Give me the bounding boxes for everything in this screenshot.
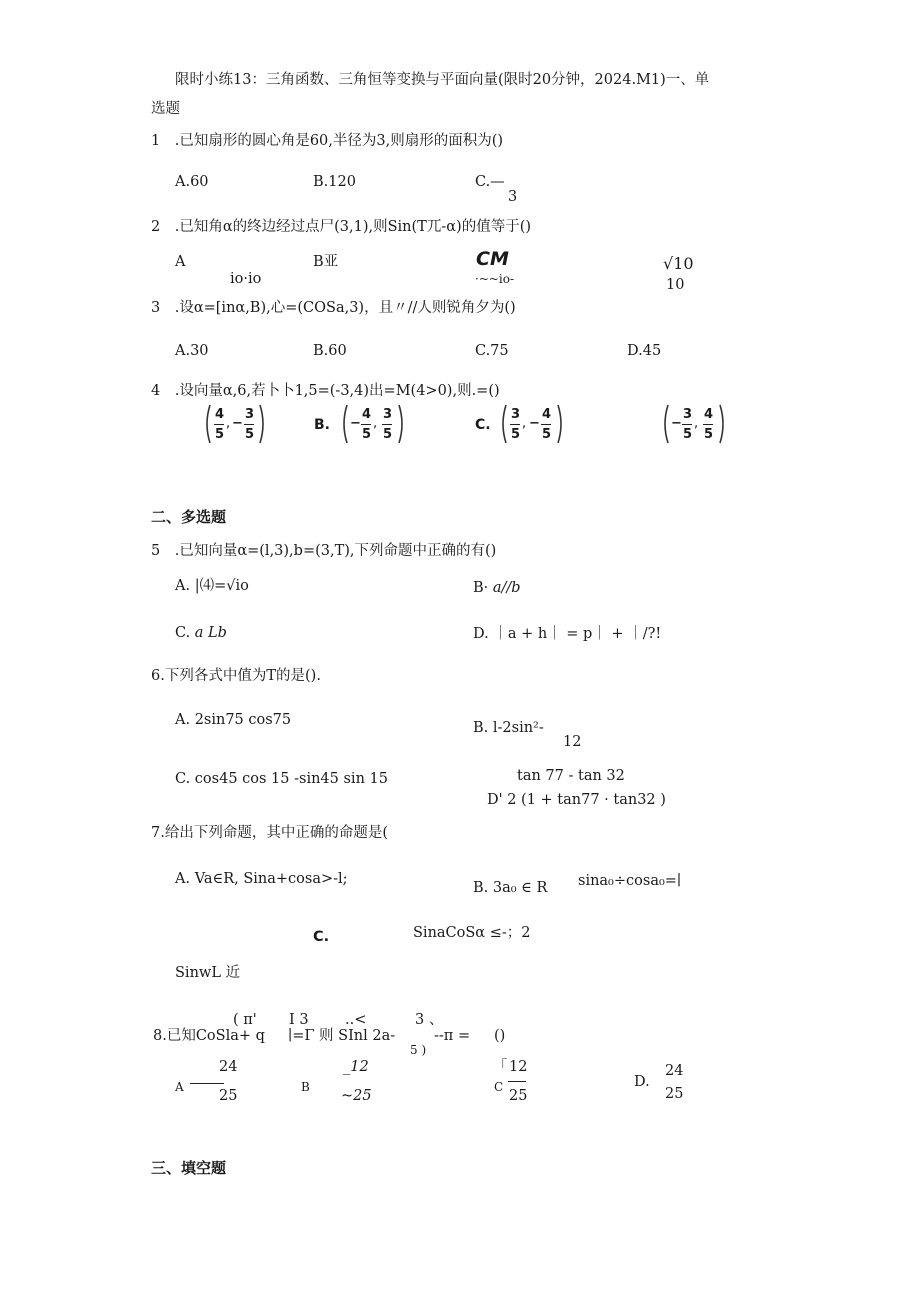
q7-stem: 7.给出下列命题，其中正确的命题是( [151,825,388,841]
q8-top-mark: ..< [345,1012,367,1028]
header-title-line1: 限时小练13：三角函数、三角恒等变换与平面向量(限时20分钟，2024.M1)一、单 [175,72,710,88]
q7-option-b-expression: sina₀÷cosa₀=∣ [578,873,682,889]
q4-option-c: 3 5 , − 4 5 [500,403,564,445]
q1-stem: 1 .已知扇形的圆心角是60,半径为3,则扇形的面积为() [151,133,504,149]
q7-option-c: C. [313,929,330,945]
q3-option-c: C.75 [475,343,509,359]
q8-option-c-fraction-bar [508,1081,526,1082]
q8-option-c-numerator: 12 [509,1059,528,1075]
section-title-multiple-choice: 二、多选题 [151,508,227,526]
q8-option-a-numerator: 24 [219,1059,238,1075]
q5-option-a: A. |⑷=√io [175,578,249,594]
q8-top-fraction: I 3 [289,1012,309,1028]
q6-option-d: D' 2 (1 + tan77 · tan32 ) [487,792,666,808]
q1-option-b: B.120 [313,174,356,190]
q6-stem: 6.下列各式中值为T的是(). [151,668,321,684]
q1-option-c-denominator: 3 [508,189,518,205]
q6-option-b: B. l-2sin²- [473,720,544,736]
q4-option-d: − 3 5 , 4 5 [662,403,726,445]
q8-option-c-label: C [494,1080,504,1094]
q3-stem: 3 .设α=[inα,B),心=(COSa,3)，且〃//人则锐角夕为() [151,300,516,316]
q8-option-b-label: B [301,1080,310,1094]
q8-stem-tail: --π = [434,1028,471,1044]
q2-stem: 2 .已知角α的终边经过点尸(3,1),则Sin(T兀-α)的值等于() [151,219,532,235]
q2-option-a: A [175,254,186,270]
q2-option-c-value: ·~~io- [475,272,515,286]
q7-option-a: A. Va∈R, Sina+cosa>-l; [175,871,348,887]
q5-stem: 5 .已知向量α=(l,3),b=(3,T),下列命题中正确的有() [151,543,497,559]
q8-option-a-denominator: 25 [219,1088,238,1104]
q8-top-pi: ( π' [233,1012,257,1028]
q1-option-a: A.60 [175,174,209,190]
q8-option-d-label: D. [634,1074,650,1090]
q5-option-d: D. ｜a + h｜ = p｜ + ｜/?! [473,626,662,642]
section-title-fill-in: 三、填空题 [151,1159,227,1177]
q8-stem-middle: ∣=Γ 则 SInl 2a- [288,1028,396,1044]
q3-option-d: D.45 [627,343,662,359]
q1-option-c: C.— [475,174,505,190]
q8-option-d-denominator: 25 [665,1086,684,1102]
q2-option-d-denominator: 10 [666,277,685,293]
q8-top-three: 3 、 [415,1012,444,1028]
q3-option-b: B.60 [313,343,347,359]
q3-option-a: A.30 [175,343,209,359]
q5-option-c: C. a Lb [175,625,227,641]
q8-option-b-denominator: ~25 [341,1088,372,1104]
q8-option-c-bracket: 「 [493,1059,508,1075]
q4-option-c-label: C. [475,417,491,433]
q7-option-d: SinwL 近 [175,965,241,981]
q8-bottom-five: 5 ) [410,1043,427,1057]
q8-option-c-denominator: 25 [509,1088,528,1104]
q8-option-a-fraction-bar [190,1083,224,1084]
q6-option-c: C. cos45 cos 15 -sin45 sin 15 [175,771,388,787]
q7-option-c-expression: SinaCoSα ≤-；2 [413,925,531,941]
q4-option-a: 4 5 , − 3 5 [204,403,266,445]
q4-option-b: − 4 5 , 3 5 [341,403,405,445]
q8-option-b-numerator: _12 [343,1059,369,1075]
q2-option-a-value: io·io [230,271,262,287]
q4-option-b-label: B. [314,417,330,433]
q4-stem: 4 .设向量α,6,若卜卜1,5=(-3,4)出=M(4>0),则.=() [151,383,500,399]
q6-option-d-numerator: tan 77 - tan 32 [517,768,625,784]
q8-option-a-label: A [175,1080,184,1094]
header-title-line2: 选题 [151,101,180,117]
q5-option-b: B· a//b [473,580,521,596]
q8-paren: () [494,1028,506,1044]
q2-option-b: B亚 [313,254,339,270]
q8-option-d-numerator: 24 [665,1063,684,1079]
q2-option-d-numerator: √10 [663,254,694,273]
q6-option-a: A. 2sin75 cos75 [175,712,292,728]
q7-option-b: B. 3a₀ ∈ R [473,880,548,896]
q2-option-c: CM [476,248,509,270]
q6-option-b-denominator: 12 [563,734,582,750]
q8-stem: 8.已知CoSla+ q [153,1028,265,1044]
